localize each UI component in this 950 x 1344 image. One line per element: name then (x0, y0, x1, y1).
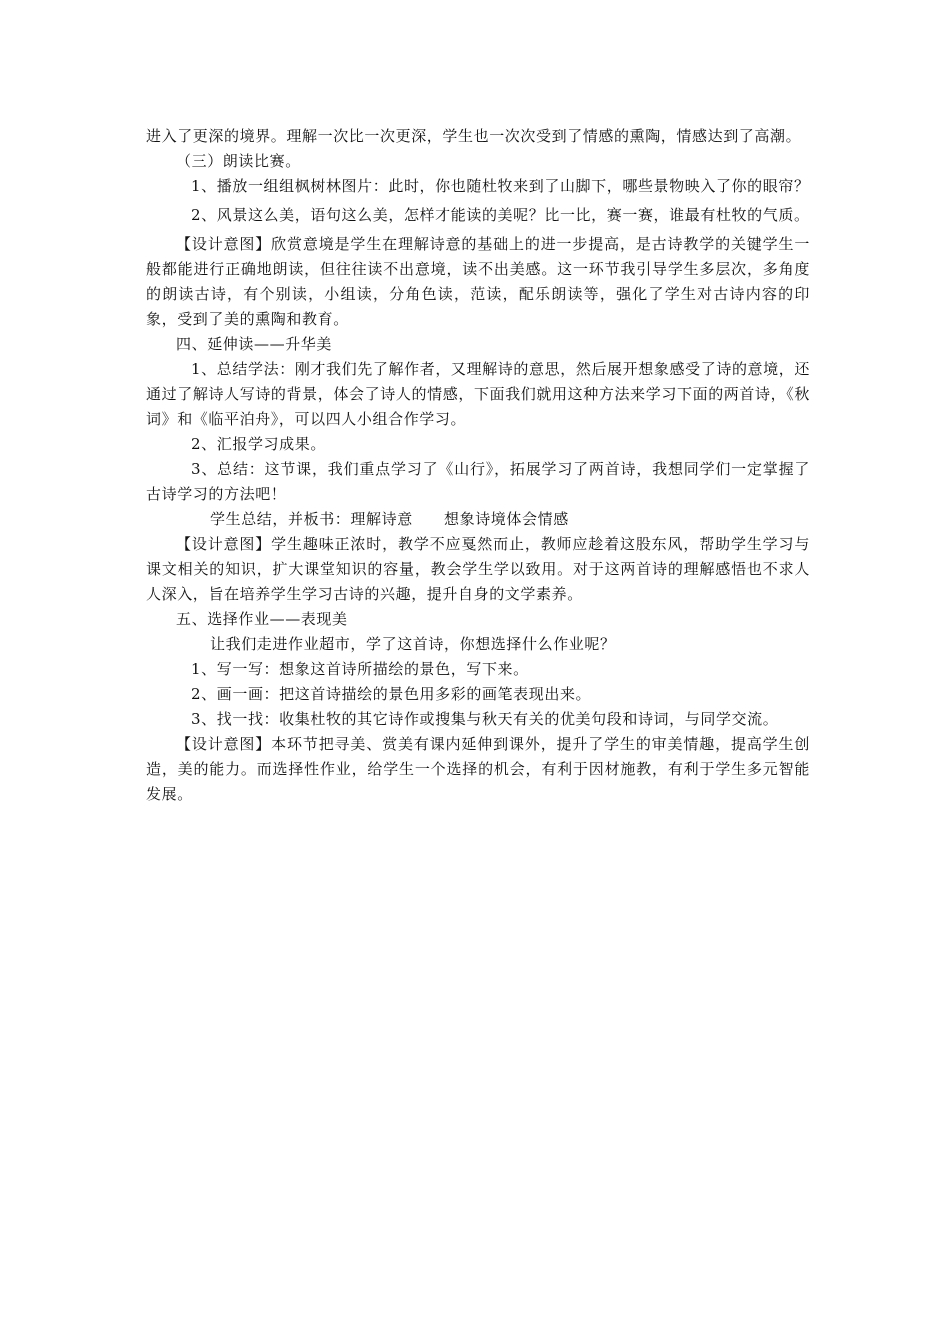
subheading-reading-contest: （三）朗读比赛。 (176, 152, 301, 170)
paragraph-design-intent-2: 【设计意图】学生趣味正浓时，教学不应戛然而止，教师应趁着这股东风，帮助学生学习与课文相关的知识，扩大课堂知识的容量，教会学生学以致用。对于这两首诗的理解感悟也不求人人深入，旨在培养学生学习古诗的兴趣，提升自身的文学素养。 (146, 535, 810, 603)
heading-section-4: 四、延伸读——升华美 (176, 335, 333, 353)
paragraph-homework-intro: 让我们走进作业超市，学了这首诗，你想选择什么作业呢？ (210, 635, 616, 653)
paragraph-homework-3: 3、找一找：收集杜牧的其它诗作或搜集与秋天有关的优美句段和诗词，与同学交流。 (191, 710, 779, 728)
paragraph-continuation: 进入了更深的境界。理解一次比一次更深，学生也一次次受到了情感的熏陶，情感达到了高潮。 (146, 127, 802, 145)
paragraph-homework-2: 2、画一画：把这首诗描绘的景色用多彩的画笔表现出来。 (191, 685, 592, 703)
document-page (146, 124, 810, 807)
paragraph-blackboard: 学生总结，并板书：理解诗意 想象诗境体会情感 (210, 510, 569, 528)
paragraph-report-results: 2、汇报学习成果。 (191, 435, 326, 453)
paragraph-conclusion: 3、总结：这节课，我们重点学习了《山行》，拓展学习了两首诗，我想同学们一定掌握了古诗学习的方法吧！ (146, 460, 810, 503)
paragraph-homework-1: 1、写一写：想象这首诗所描绘的景色，写下来。 (191, 660, 529, 678)
paragraph-step-1: 1、播放一组组枫树林图片：此时，你也随杜牧来到了山脚下，哪些景物映入了你的眼帘？ (191, 177, 810, 195)
paragraph-summary-method: 1、总结学法：刚才我们先了解作者，又理解诗的意思，然后展开想象感受了诗的意境，还通过了解诗人写诗的背景，体会了诗人的情感，下面我们就用这种方法来学习下面的两首诗，《秋词》和《临平泊舟》，可以四人小组合作学习。 (146, 360, 810, 428)
heading-section-5: 五、选择作业——表现美 (176, 610, 348, 628)
paragraph-design-intent-1: 【设计意图】欣赏意境是学生在理解诗意的基础上的进一步提高，是古诗教学的关键学生一般都能进行正确地朗读，但往往读不出意境，读不出美感。这一环节我引导学生多层次，多角度的朗读古诗，有个别读，小组读，分角色读，范读，配乐朗读等，强化了学生对古诗内容的印象，受到了美的熏陶和教育。 (146, 235, 810, 328)
paragraph-design-intent-3: 【设计意图】本环节把寻美、赏美有课内延伸到课外，提升了学生的审美情趣，提高学生创造，美的能力。而选择性作业，给学生一个选择的机会，有利于因材施教，有利于学生多元智能发展。 (146, 735, 810, 803)
paragraph-step-2: 2、风景这么美，语句这么美，怎样才能读的美呢？比一比，赛一赛，谁最有杜牧的气质。 (191, 206, 810, 224)
